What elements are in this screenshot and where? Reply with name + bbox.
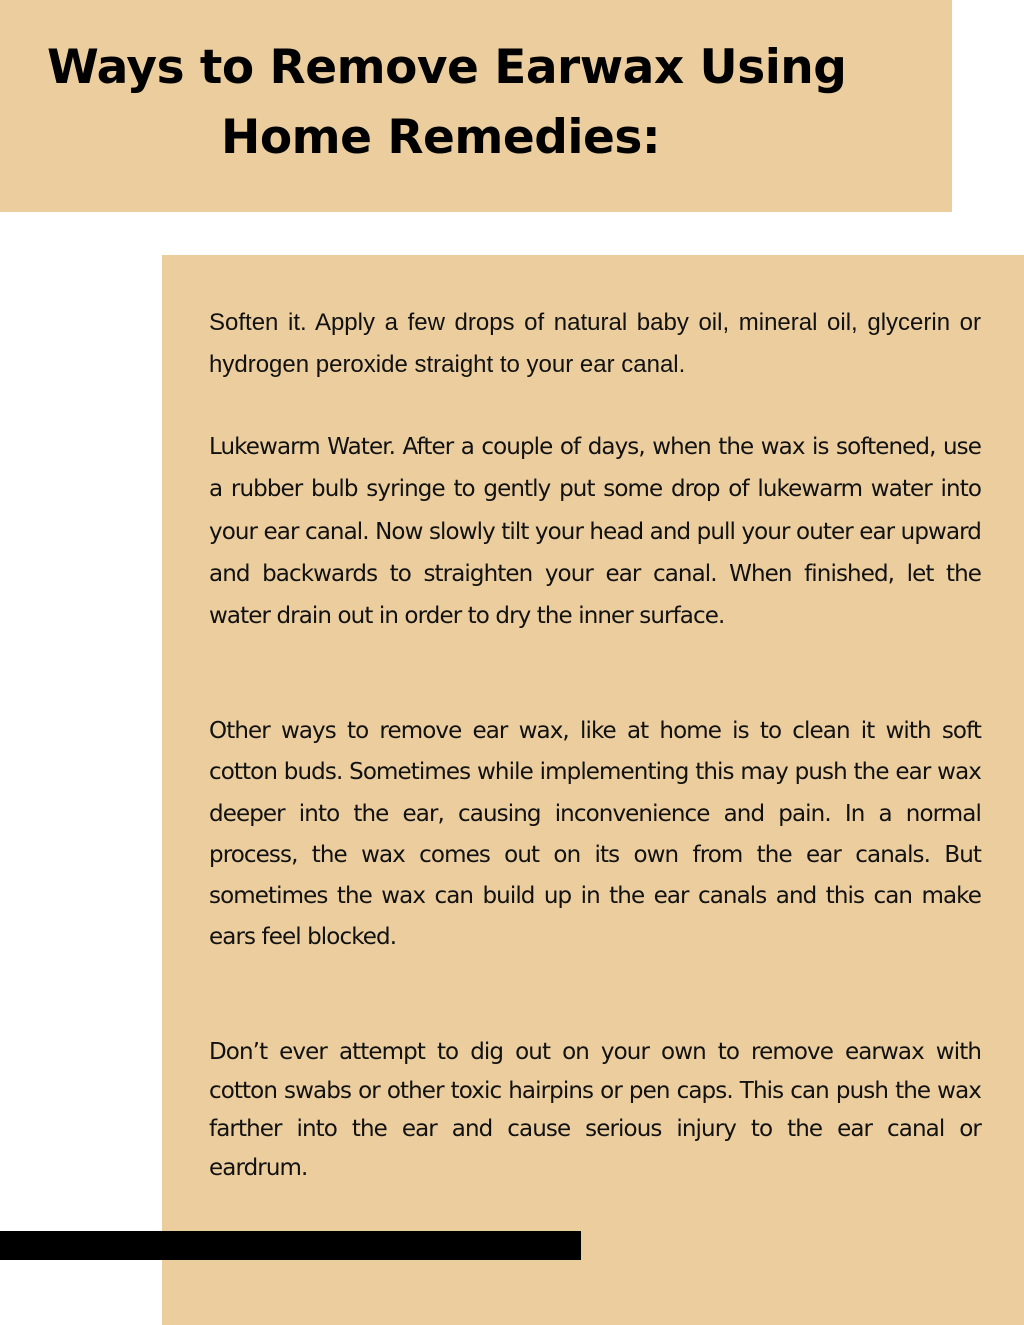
paragraph-soften: Soften it. Apply a few drops of natural baby oil, mineral oil, glycerin or hydrogen peroxide straight to your ear canal.	[209, 309, 981, 378]
page-title-line-2: Home Remedies:	[221, 110, 661, 165]
paragraph-other-ways: Other ways to remove ear wax, like at home is to clean it with soft cotton buds. Sometimes while implementing this may push the ear wax deeper into the ear, causing inconvenience and pain. In a normal process, the wax comes out on its own from the ear canals. But sometimes the wax can build up in the ear canals and this can make ears feel blocked.	[209, 718, 981, 951]
paragraph-warning: Don’t ever attempt to dig out on your own to remove earwax with cotton swabs or other toxic hairpins or pen caps. This can push the wax farther into the ear and cause serious injury to the ear canal or eardrum.	[209, 1039, 981, 1182]
title-panel	[0, 0, 952, 212]
page-title-line-1: Ways to Remove Earwax Using	[47, 40, 847, 95]
decorative-black-bar	[0, 1231, 581, 1260]
paragraph-lukewarm-water: Lukewarm Water. After a couple of days, when the wax is softened, use a rubber bulb syringe to gently put some drop of lukewarm water into your ear canal. Now slowly tilt your head and pull your outer ear upward and backwards to straighten your ear canal. When finished, let the water drain out in order to dry the inner surface.	[209, 434, 981, 630]
